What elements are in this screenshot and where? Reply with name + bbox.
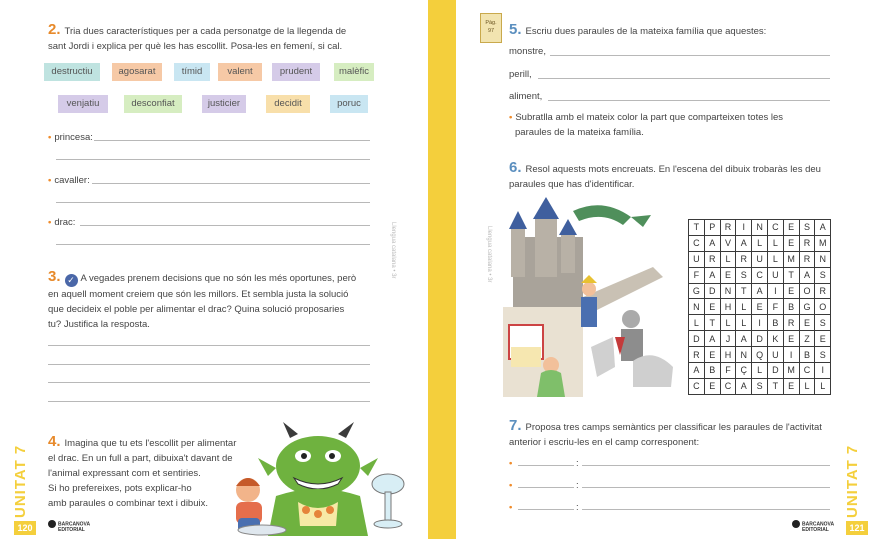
grid-cell[interactable]: M (815, 235, 831, 251)
exercise-3-text: 3. ✓ A vegades prenem decisions que no són les més oportunes, però en aquell moment creiem que són les millors. Et sembla justa la solució que decideix el poble per alimentar el drac? Quina solució proposaries tu? Justifica la resposta. (48, 268, 357, 330)
grid-cell[interactable]: Q (752, 347, 768, 363)
grid-cell[interactable]: G (689, 283, 705, 299)
grid-cell[interactable]: S (799, 220, 815, 236)
grid-cell[interactable]: L (736, 299, 752, 315)
grid-cell[interactable]: S (752, 378, 768, 394)
grid-cell[interactable]: I (815, 363, 831, 379)
exercise-7-number: 7. (509, 417, 522, 434)
dragon-illustration (228, 418, 418, 536)
grid-cell[interactable]: E (783, 283, 799, 299)
grid-cell[interactable]: B (767, 315, 783, 331)
field-words-line[interactable] (582, 465, 830, 466)
grid-cell[interactable]: A (815, 220, 831, 236)
grid-cell[interactable]: P (704, 220, 720, 236)
answer-line[interactable] (94, 140, 370, 141)
book-spine (428, 0, 456, 539)
field-name-line[interactable] (518, 465, 574, 466)
exercise-4-text: 4. Imagina que tu ets l'escollit per alimentar el drac. En un full a part, dibuixa't davant de l'animal expressant com et sentiries. Si ho prefereixes, pots explicar-ho amb paraules o combinar text i dibuix. (48, 433, 237, 509)
grid-row (689, 267, 831, 283)
grid-cell[interactable]: L (752, 363, 768, 379)
field-name-line[interactable] (518, 509, 574, 510)
page-reference-badge: Pàg. 97 (480, 13, 502, 43)
grid-cell[interactable]: A (704, 331, 720, 347)
field-words-line[interactable] (582, 509, 830, 510)
grid-cell[interactable]: E (783, 331, 799, 347)
prompt-princesa: • princesa: (48, 132, 93, 143)
answer-line[interactable] (548, 100, 830, 101)
exercise-5-text: 5. Escriu dues paraules de la mateixa família que aquestes: (509, 21, 767, 38)
grid-cell[interactable]: R (799, 251, 815, 267)
grid-cell[interactable]: R (736, 251, 752, 267)
grid-cell[interactable]: R (815, 283, 831, 299)
grid-cell[interactable]: S (815, 315, 831, 331)
answer-line[interactable] (56, 202, 370, 203)
grid-cell[interactable]: C (689, 235, 705, 251)
grid-cell[interactable]: A (689, 363, 705, 379)
grid-cell[interactable]: S (815, 347, 831, 363)
grid-cell[interactable]: C (799, 363, 815, 379)
grid-cell[interactable]: L (736, 315, 752, 331)
grid-row (689, 220, 831, 236)
grid-cell[interactable]: V (720, 235, 736, 251)
grid-cell[interactable]: I (736, 220, 752, 236)
grid-cell[interactable]: F (689, 267, 705, 283)
grid-cell[interactable]: A (752, 283, 768, 299)
grid-cell[interactable]: D (767, 363, 783, 379)
answer-line[interactable] (56, 244, 370, 245)
grid-row (689, 235, 831, 251)
exercise-3-number: 3. (48, 268, 61, 285)
exercise-6-number: 6. (509, 159, 522, 176)
grid-cell[interactable]: E (720, 267, 736, 283)
adjective-chip: poruc (330, 95, 368, 113)
word-aliment: aliment, (509, 91, 543, 102)
answer-line[interactable] (550, 55, 830, 56)
grid-cell[interactable]: D (752, 331, 768, 347)
word-monstre: monstre, (509, 46, 546, 57)
grid-cell[interactable]: I (767, 283, 783, 299)
grid-cell[interactable]: N (815, 251, 831, 267)
grid-cell[interactable]: L (767, 235, 783, 251)
grid-row (689, 378, 831, 394)
grid-cell[interactable]: E (783, 235, 799, 251)
answer-line[interactable] (538, 78, 830, 79)
answer-line[interactable] (92, 183, 370, 184)
exercise-7-text: 7. Proposa tres camps semàntics per classificar les paraules de l'activitat anterior i escriu-les en el camp corresponent: (509, 417, 822, 448)
grid-cell[interactable]: C (767, 220, 783, 236)
grid-cell[interactable]: E (704, 299, 720, 315)
grid-cell[interactable]: S (736, 267, 752, 283)
grid-cell[interactable]: L (752, 235, 768, 251)
grid-cell[interactable]: B (799, 347, 815, 363)
margin-subject: Llengua catalana • 3r (390, 222, 396, 279)
grid-row (689, 363, 831, 379)
grid-cell[interactable]: O (799, 283, 815, 299)
grid-cell[interactable]: H (720, 299, 736, 315)
grid-cell[interactable]: R (783, 315, 799, 331)
grid-cell[interactable]: A (704, 267, 720, 283)
grid-cell[interactable]: M (783, 251, 799, 267)
answer-line[interactable] (48, 382, 370, 383)
grid-cell[interactable]: N (720, 283, 736, 299)
grid-cell[interactable]: N (689, 299, 705, 315)
grid-cell[interactable]: Ç (736, 363, 752, 379)
grid-cell[interactable]: B (704, 363, 720, 379)
unit-label: UNITAT 7 (844, 444, 861, 518)
grid-cell[interactable]: B (783, 299, 799, 315)
grid-cell[interactable]: T (689, 220, 705, 236)
grid-cell[interactable]: C (689, 378, 705, 394)
field-row-1: • (509, 458, 513, 469)
grid-cell[interactable]: F (767, 299, 783, 315)
grid-cell[interactable]: N (736, 347, 752, 363)
check-icon: ✓ (65, 274, 78, 287)
grid-cell[interactable]: Z (799, 331, 815, 347)
grid-cell[interactable]: N (752, 220, 768, 236)
colon: : (576, 458, 579, 469)
exercise-5-subtask: • Subratlla amb el mateix color la part que comparteixen totes les paraules de la mateixa família. (509, 112, 784, 138)
grid-row (689, 251, 831, 267)
adjective-chip: tímid (174, 63, 210, 81)
castle-scene-illustration (503, 197, 683, 397)
grid-cell[interactable]: F (720, 363, 736, 379)
margin-subject: Llengua catalana • 3r (486, 226, 492, 283)
answer-line[interactable] (56, 159, 370, 160)
grid-cell[interactable]: A (799, 267, 815, 283)
left-page (0, 0, 430, 539)
grid-row (689, 283, 831, 299)
word-search-grid (688, 219, 831, 395)
grid-cell[interactable]: A (736, 331, 752, 347)
grid-cell[interactable]: E (815, 331, 831, 347)
adjective-chip: prudent (272, 63, 320, 81)
colon: : (576, 502, 579, 513)
adjective-chip: venjatiu (58, 95, 108, 113)
adjective-chip: decidit (266, 95, 310, 113)
grid-cell[interactable]: R (689, 347, 705, 363)
grid-cell[interactable]: L (815, 378, 831, 394)
grid-cell[interactable]: T (767, 378, 783, 394)
grid-cell[interactable]: U (767, 267, 783, 283)
page-number: 121 (846, 521, 868, 535)
answer-line[interactable] (48, 401, 370, 402)
field-row-3: • (509, 502, 513, 513)
publisher-logo: BARCANOVA EDITORIAL (792, 520, 834, 533)
grid-cell[interactable]: L (799, 378, 815, 394)
grid-cell[interactable]: R (720, 220, 736, 236)
grid-cell[interactable]: E (752, 299, 768, 315)
grid-row (689, 347, 831, 363)
grid-cell[interactable]: E (799, 315, 815, 331)
grid-cell[interactable]: T (783, 267, 799, 283)
grid-cell[interactable]: R (704, 251, 720, 267)
exercise-5-number: 5. (509, 21, 522, 38)
grid-cell[interactable]: A (736, 378, 752, 394)
grid-cell[interactable]: I (752, 315, 768, 331)
grid-row (689, 299, 831, 315)
adjective-chip: desconfiat (124, 95, 182, 113)
grid-row (689, 331, 831, 347)
exercise-2-text: 2. Tria dues característiques per a cada personatge de la llegenda de sant Jordi i explica per què les has escollit. Posa-les en femení, si cal. (48, 21, 347, 52)
adjective-chip: destructiu (44, 63, 100, 81)
answer-line[interactable] (48, 345, 370, 346)
grid-cell[interactable]: L (767, 251, 783, 267)
answer-line[interactable] (48, 364, 370, 365)
grid-cell[interactable]: T (736, 283, 752, 299)
grid-cell[interactable]: S (815, 267, 831, 283)
grid-cell[interactable]: T (704, 315, 720, 331)
grid-cell[interactable]: D (689, 331, 705, 347)
grid-cell[interactable]: I (783, 347, 799, 363)
grid-cell[interactable]: C (720, 378, 736, 394)
grid-cell[interactable]: R (799, 235, 815, 251)
grid-cell[interactable]: C (752, 267, 768, 283)
grid-cell[interactable]: H (720, 347, 736, 363)
grid-cell[interactable]: J (720, 331, 736, 347)
grid-row (689, 315, 831, 331)
colon: : (576, 480, 579, 491)
grid-cell[interactable]: L (720, 315, 736, 331)
exercise-2-number: 2. (48, 21, 61, 38)
grid-cell[interactable]: L (689, 315, 705, 331)
adjective-chip: agosarat (112, 63, 162, 81)
grid-cell[interactable]: M (783, 363, 799, 379)
exercise-4-number: 4. (48, 433, 61, 450)
field-name-line[interactable] (518, 487, 574, 488)
word-perill: perill, (509, 69, 532, 80)
grid-cell[interactable]: G (799, 299, 815, 315)
grid-cell[interactable]: U (752, 251, 768, 267)
publisher-logo: BARCANOVA EDITORIAL (48, 520, 90, 533)
grid-cell[interactable]: U (767, 347, 783, 363)
page-number: 120 (14, 521, 36, 535)
grid-cell[interactable]: K (767, 331, 783, 347)
answer-line[interactable] (80, 225, 370, 226)
grid-cell[interactable]: A (704, 235, 720, 251)
grid-cell[interactable]: L (720, 251, 736, 267)
grid-cell[interactable]: D (704, 283, 720, 299)
grid-cell[interactable]: E (783, 220, 799, 236)
field-words-line[interactable] (582, 487, 830, 488)
adjective-chip: malèfic (334, 63, 374, 81)
grid-cell[interactable]: E (704, 347, 720, 363)
grid-cell[interactable]: U (689, 251, 705, 267)
adjective-chip: valent (218, 63, 262, 81)
grid-cell[interactable]: O (815, 299, 831, 315)
adjective-chip: justicier (202, 95, 246, 113)
exercise-6-text: 6. Resol aquests mots encreuats. En l'escena del dibuix trobaràs les deu paraules que has d'identificar. (509, 159, 821, 190)
prompt-drac: • drac: (48, 217, 76, 228)
prompt-cavaller: • cavaller: (48, 175, 90, 186)
grid-cell[interactable]: A (736, 235, 752, 251)
unit-label: UNITAT 7 (12, 444, 29, 518)
grid-cell[interactable]: E (704, 378, 720, 394)
field-row-2: • (509, 480, 513, 491)
grid-cell[interactable]: E (783, 378, 799, 394)
